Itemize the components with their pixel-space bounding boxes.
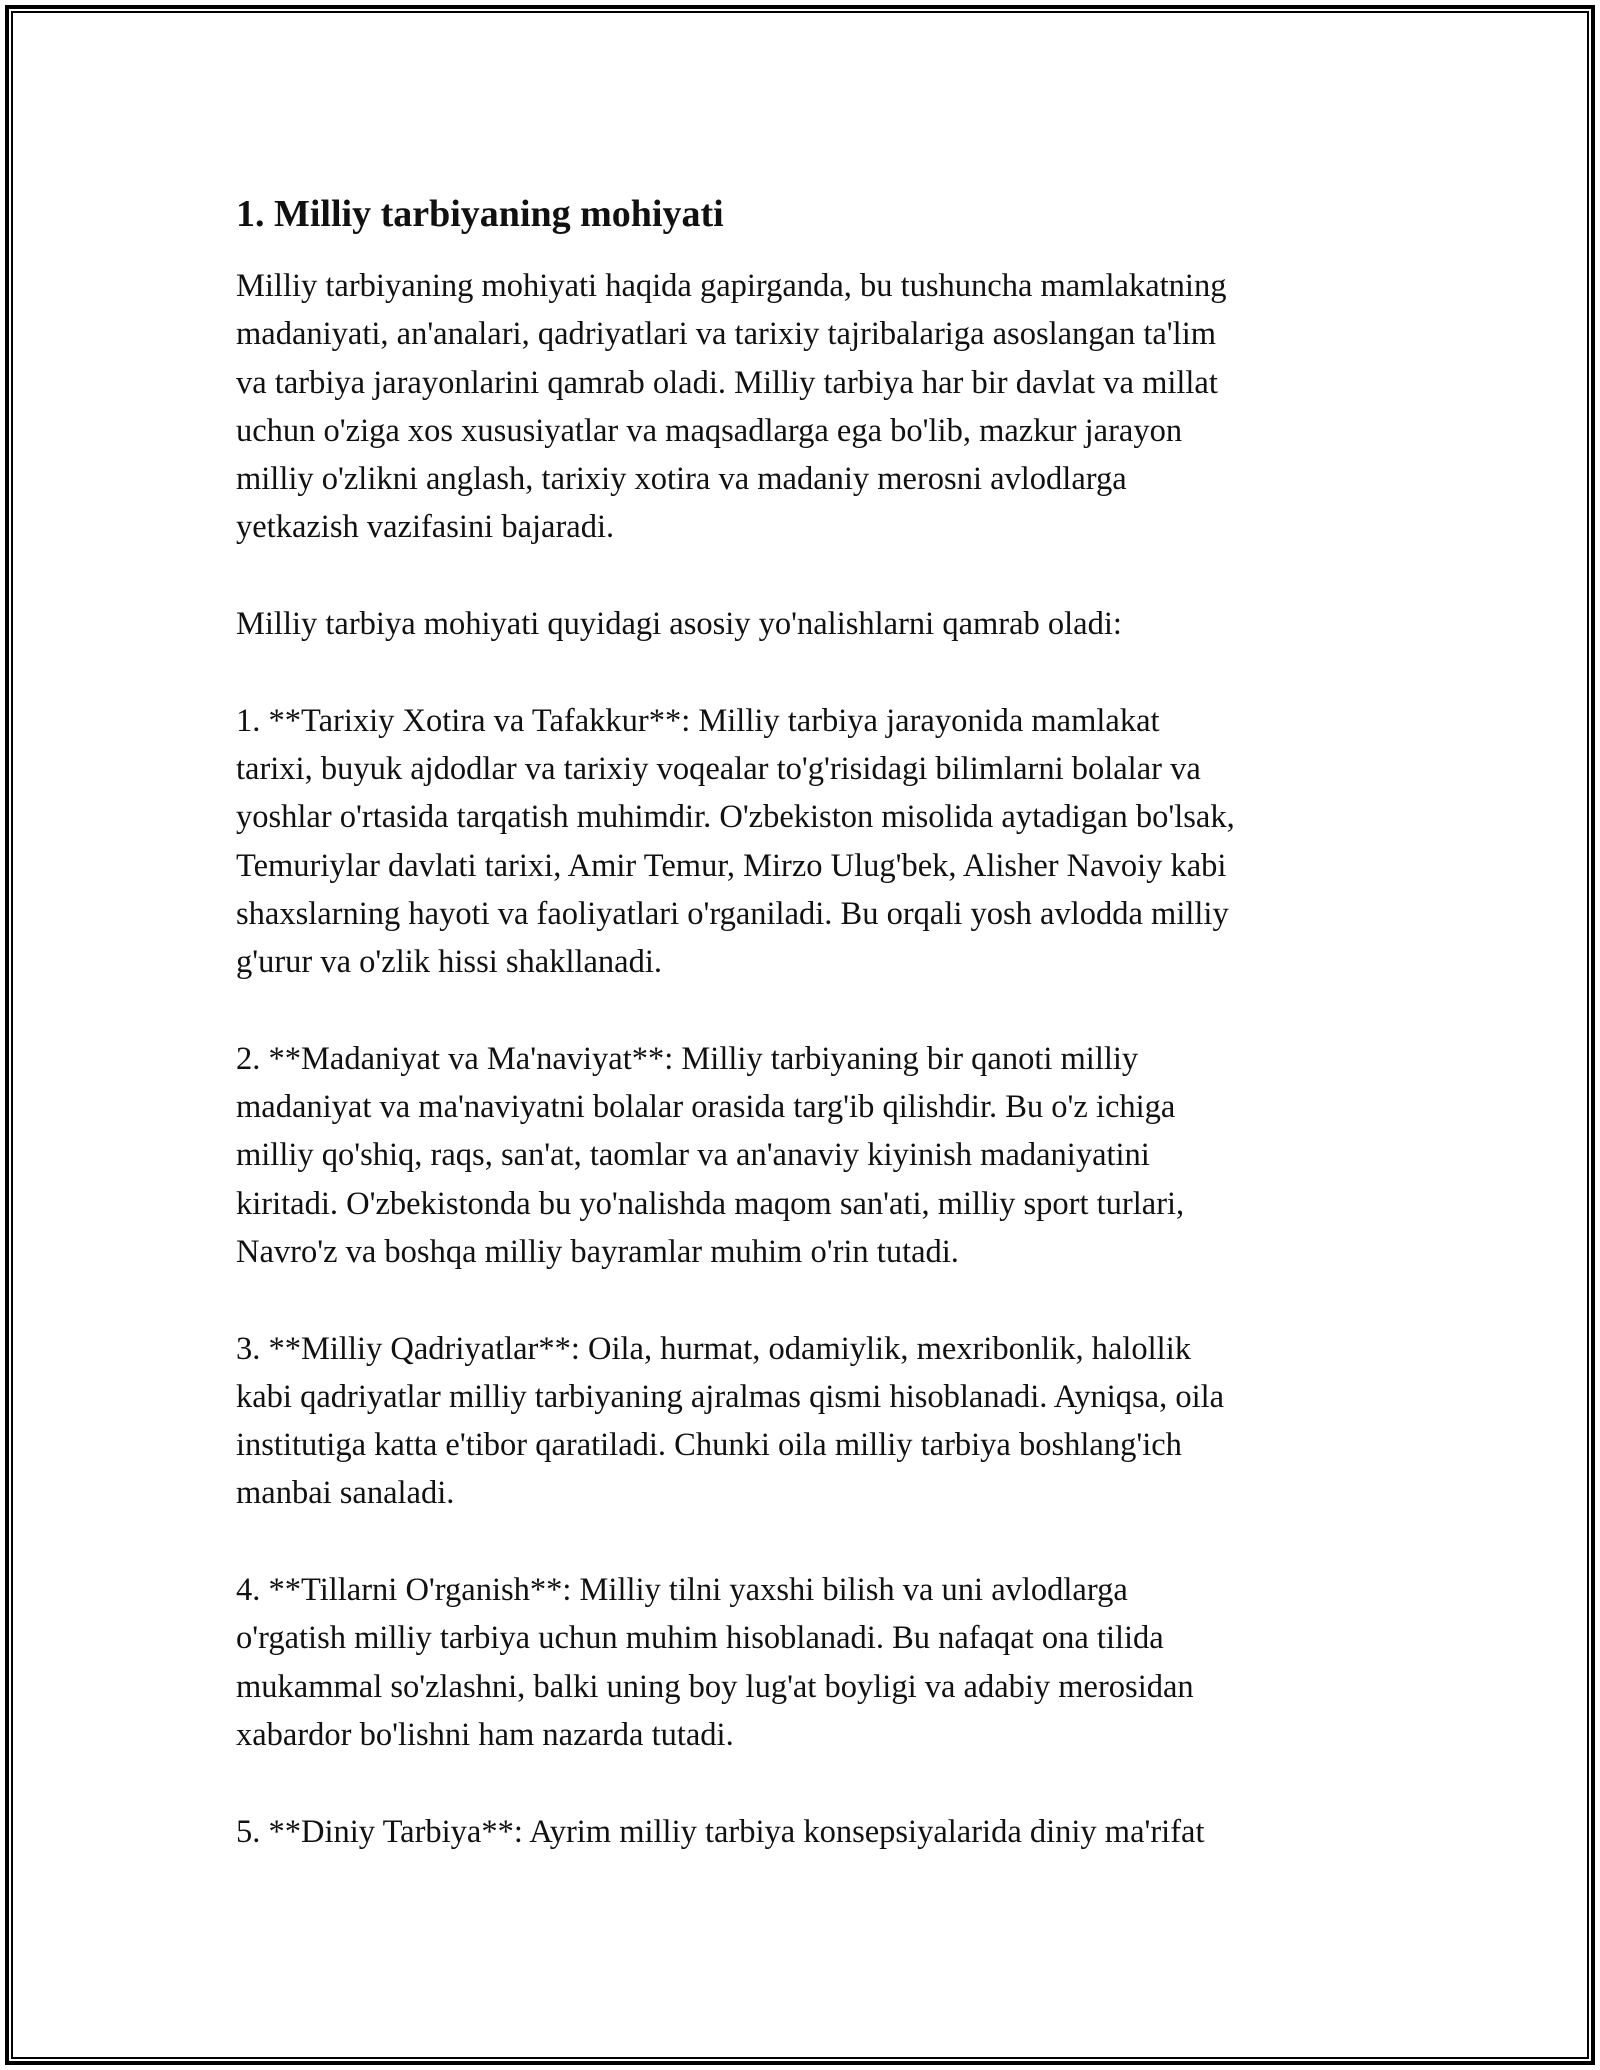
list-item-3: 3. **Milliy Qadriyatlar**: Oila, hurmat, odamiylik, mexribonlik, halollik kabi qadriyatlar milliy tarbiyaning ajralmas qismi hisoblanadi. Ayniqsa, oila institutiga katta e'tibor qaratiladi. Chunki oila milliy tarbiya boshlang'ich manbai sanaladi. [236,1330,1225,1512]
list-item-4: 4. **Tillarni O'rganish**: Milliy tilni yaxshi bilish va uni avlodlarga o'rgatish milliy tarbiya uchun muhim hisoblanadi. Bu nafaqat ona tilida mukammal so'zlashni, balki uning boy lug'at boyligi va adabiy merosidan xabardor bo'lishni ham nazarda tutadi. [236,1572,1194,1753]
list-item-5: 5. **Diniy Tarbiya**: Ayrim milliy tarbiya konsepsiyalarida diniy ma'rifat [236,1813,1205,1850]
list-item-1: 1. **Tarixiy Xotira va Tafakkur**: Milliy tarbiya jarayonida mamlakat tarixi, buyuk ajdodlar va tarixiy voqealar to'g'risidagi bilimlarni bolalar va yoshlar o'rtasida tarqatish muhimdir. O'zbekiston misolida aytadigan bo'lsak, Temuriylar davlati tarixi, Amir Temur, Mirzo Ulug'bek, Alisher Navoiy kabi shaxslarning hayoti va faoliyatlari o'rganiladi. Bu orqali yosh avlodda milliy g'urur va o'zlik hissi shakllanadi. [236,702,1235,981]
intro-paragraph: Milliy tarbiyaning mohiyati haqida gapirganda, bu tushuncha mamlakatning madaniyati, an'analari, qadriyatlari va tarixiy tajribalariga asoslangan ta'lim va tarbiya jarayonlarini qamrab oladi. Milliy tarbiya har bir davlat va millat uchun o'ziga xos xususiyatlar va maqsadlarga ega bo'lib, mazkur jarayon milliy o'zlikni anglash, tarixiy xotira va madaniy merosni avlodlarga yetkazish vazifasini bajaradi. [236,268,1227,546]
list-item-2: 2. **Madaniyat va Ma'naviyat**: Milliy tarbiyaning bir qanoti milliy madaniyat va ma'naviyatni bolalar orasida targ'ib qilishdir. Bu o'z ichiga milliy qo'shiq, raqs, san'at, taomlar va an'anaviy kiyinish madaniyatini kiritadi. O'zbekistonda bu yo'nalishda maqom san'ati, milliy sport turlari, Navro'z va boshqa milliy bayramlar muhim o'rin tutadi. [236,1040,1185,1270]
section-heading: 1. Milliy tarbiyaning mohiyati [236,193,724,235]
list-intro-paragraph: Milliy tarbiya mohiyati quyidagi asosiy yo'nalishlarni qamrab oladi: [236,606,1122,643]
document-body [236,190,1366,1904]
